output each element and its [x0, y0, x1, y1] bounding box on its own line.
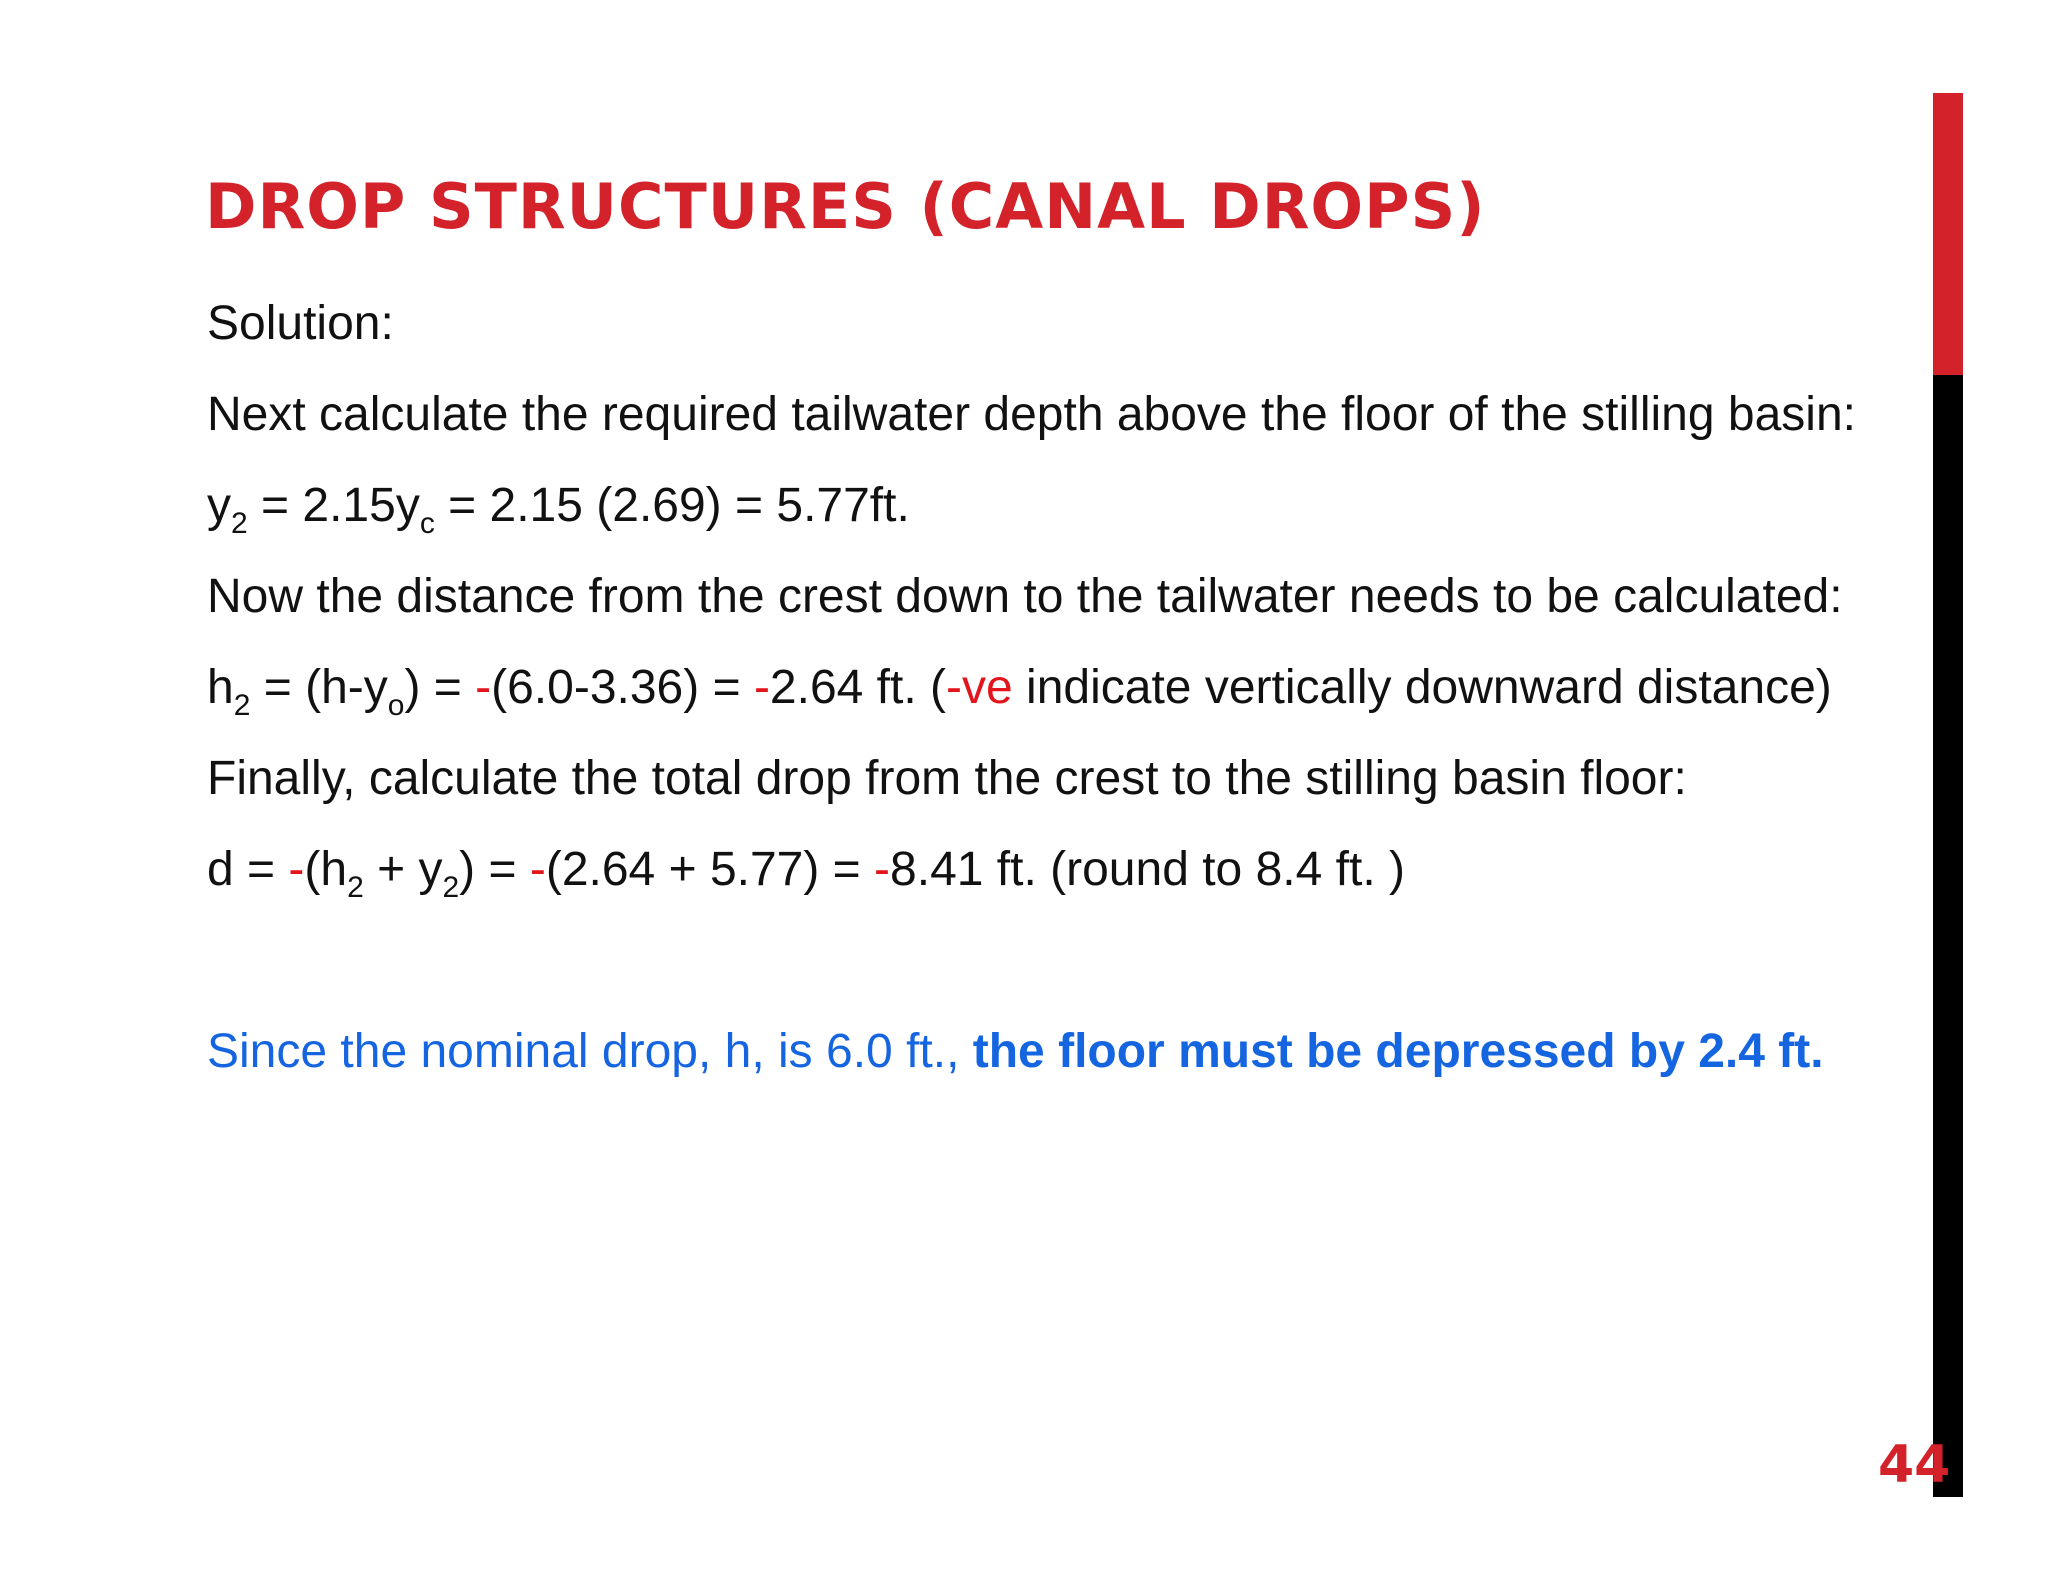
eq2-d: (6.0-3.36) =: [491, 661, 754, 714]
slide-content: [207, 293, 1897, 1083]
conclusion-paragraph: [207, 1021, 1897, 1083]
eq3-sub-c: 2: [442, 871, 460, 904]
paragraph-tailwater: Next calculate the required tailwater depth above the floor of the stilling basin:: [207, 388, 1856, 441]
eq2-e: 2.64 ft. (: [769, 661, 947, 714]
eq3-e: (2.64 + 5.77) =: [545, 843, 875, 896]
eq2-sub-b: o: [387, 689, 405, 722]
equation-y2: [207, 475, 1897, 540]
accent-bar-red: [1933, 93, 1963, 375]
eq1-c: = 2.15 (2.69) = 5.77ft.: [434, 479, 910, 532]
eq3-b: (h: [304, 843, 348, 896]
accent-bar-black: [1933, 375, 1963, 1497]
solution-label: Solution:: [207, 297, 394, 350]
eq1-b: = 2.15y: [247, 479, 420, 532]
paragraph-crest-distance: Now the distance from the crest down to the tailwater needs to be calculated:: [207, 570, 1843, 623]
equation-h2: [207, 657, 1897, 722]
conclusion-bold: the floor must be depressed by 2.4 ft.: [972, 1025, 1824, 1078]
slide-title: DROP STRUCTURES (CANAL DROPS): [205, 170, 1486, 243]
eq2-c: ) =: [404, 661, 476, 714]
eq2-f: indicate vertically downward distance): [1012, 661, 1832, 714]
eq3-d: ) =: [459, 843, 530, 896]
eq3-neg-sign-2: -: [529, 843, 546, 896]
eq3-f: 8.41 ft. (round to 8.4 ft. ): [890, 843, 1405, 896]
equation-d: [207, 839, 1897, 904]
eq2-neg-sign-2: -: [753, 661, 770, 714]
eq1-sub-a: 2: [231, 507, 248, 540]
eq1-sub-b: c: [419, 507, 435, 540]
eq2-neg-sign-1: -: [475, 661, 492, 714]
eq3-neg-sign-1: -: [288, 843, 305, 896]
page-number: 44: [1878, 1435, 1951, 1495]
eq3-neg-sign-3: -: [874, 843, 891, 896]
eq3-a: d =: [207, 843, 289, 896]
eq3-sub-b: 2: [347, 871, 364, 904]
conclusion-normal: Since the nominal drop, h, is 6.0 ft.,: [207, 1025, 973, 1078]
eq2-neg-ve: -ve: [946, 661, 1013, 714]
eq2-sub-a: 2: [233, 689, 251, 722]
eq1-a: y: [207, 479, 231, 532]
eq2-b: = (h-y: [250, 661, 388, 714]
eq3-c: + y: [363, 843, 443, 896]
paragraph-total-drop: Finally, calculate the total drop from the crest to the stilling basin floor:: [207, 752, 1687, 805]
eq2-a: h: [207, 661, 234, 714]
